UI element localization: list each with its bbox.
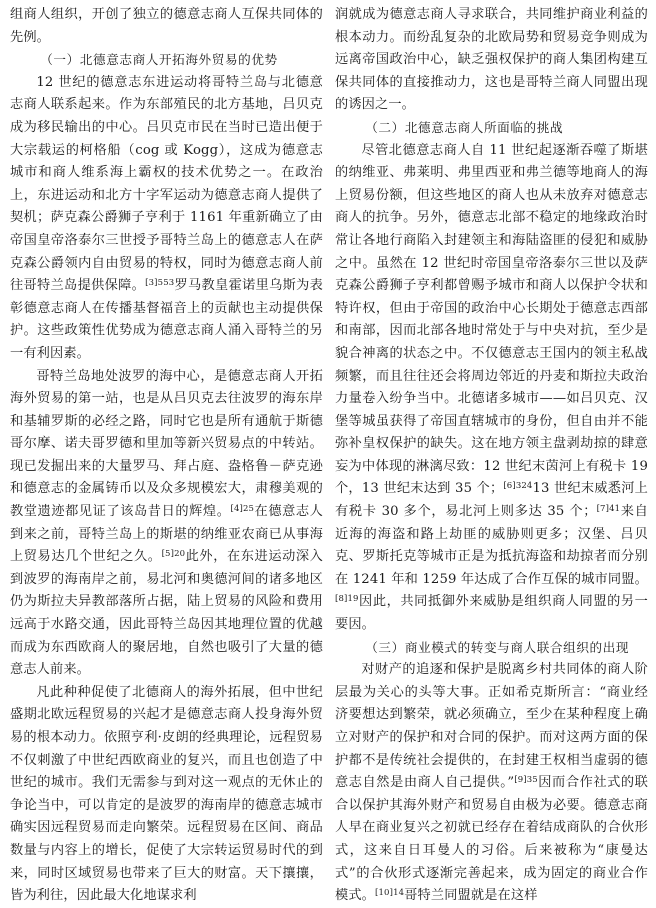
paragraph-text: 因此，共同抵御外来威胁是组织商人同盟的另一要因。	[335, 594, 648, 633]
citation: [7]41	[596, 504, 621, 515]
paragraph	[10, 72, 323, 366]
paragraph-text: 哥特兰同盟就是在这样	[404, 888, 538, 904]
paragraph-text: 此外，在东进运动深入到波罗的海南岸之前，易北河和奥德河间的诸多地区仍为斯拉夫异教部落所占据，陆上贸易的风险和费用远高于水路交通，因此哥特兰岛因其地理位置的优越而成为东西欧商人的聚居地，自然也吸引了大量的德意志人前来。	[10, 549, 324, 678]
paragraph	[335, 659, 648, 908]
paragraph-text: 尽管北德意志商人自 11 世纪起逐渐吞噬了斯堪的纳维亚、弗莱明、弗里西亚和弗兰德等地商人的海上贸易份额，但这些地区的商人也从未放弃对德意志商人的抗争。另外，德意志北部不稳定的地缘政治时常让各地行商陷入封建领主和海陆盗匪的侵犯和威胁之中。虽然在 12 世纪时帝国皇帝洛泰尔三世以及萨克森公爵狮子亨利都曾赐予城市和商人以保护令状和特许权，但由于帝国的政治中心长期处于德意志西部和南部，因而北部各地时常处于与中央对抗，至少是貌合神离的状态之中。不仅德意志王国内的领主私战频繁，而且往往还会将周边邻近的丹麦和斯拉夫政治力量卷入纷争当中。北德诸多城市——如吕贝克、汉堡等城虽获得了帝国直辖城市的身份，但自由并不能弥补皇权保护的缺失。这在地方领主盘剥劫掠的肆意妄为中体现的淋漓尽致：12 世纪末茵河上有税卡 19 个，13 世纪末达到 35 个；	[335, 142, 648, 497]
citation: [3]553	[145, 278, 175, 289]
paragraph-continued	[335, 4, 648, 117]
paragraph-text: 润就成为德意志商人寻求联合，共同维护商业利益的根本动力。而纷乱复杂的北欧局势和贸易竞争则成为远离帝国政治中心，缺乏强权保护的商人集团构建互保共同体的直接推动力，这也是哥特兰商人同盟出现的诱因之一。	[335, 7, 648, 113]
paragraph-text: 哥特兰岛地处波罗的海中心，是德意志商人开拓海外贸易的第一站，也是从吕贝克去往波罗的海东岸和基辅罗斯的必经之路，同时它也是所有通航于斯德哥尔摩、诺夫哥罗德和里加等新兴贸易点的中转站。现已发掘出来的大量罗马、拜占庭、盎格鲁－萨克逊和德意志的金属铸币以及众多规模宏大，肃穆美观的教堂遗迹都见证了该岛昔日的辉煌。	[10, 368, 323, 520]
paragraph	[335, 140, 648, 637]
citation: [9]35	[514, 775, 538, 786]
paragraph	[10, 366, 323, 682]
paragraph-text: 12 世纪的德意志东进运动将哥特兰岛与北德意志商人联系起来。作为东部殖民的北方基地，吕贝克成为移民输出的中心。吕贝克市民在当时已造出便于大宗载运的柯格船（cog 或 Kogg），这成为德意志城市和商人维系海上霸权的技术优势之一。在政治上，东进运动和北方十字军运动为德意志商人提供了契机；萨克森公爵狮子亨利于 1161 年重新确立了由帝国皇帝洛泰尔三世授予哥特兰岛上的德意志人在萨克森公爵领内自由贸易的特权，同时为德意志商人前往哥特兰岛提供保障。	[10, 74, 323, 294]
citation: [6]324	[503, 481, 533, 492]
section-heading-3: （三）商业模式的转变与商人联合组织的出现	[365, 639, 630, 655]
section-heading-2: （二）北德意志商人所面临的挑战	[365, 119, 564, 135]
paragraph-text: 13 世纪末威悉河上有税卡 30 多个，易北河上则多达 35 个；	[335, 481, 648, 520]
citation: [5]20	[161, 549, 186, 560]
citation: [10]14	[375, 888, 405, 899]
section-heading-1: （一）北德意志商人开拓海外贸易的优势	[40, 52, 278, 68]
left-column	[10, 4, 324, 904]
paragraph-text: 凡此种种促使了北德商人的海外拓展，但中世纪盛期北欧远程贸易的兴起才是德意志商人投身海外贸易的根本动力。依照亨利·皮朗的经典理论，远程贸易不仅刺激了中世纪西欧商业的复兴，而且也创造了中世纪的城市。我们无需参与到对这一观点的无休止的争论当中，可以肯定的是波罗的海南岸的德意志城市确实因远程贸易而走向繁荣。远程贸易在区间、商品数量与内容上的增长，促使了大宗转运贸易时代的到来，同时区域贸易也带来了巨大的财富。天下攘攘，皆为利往，因此最大化地谋求利	[10, 684, 323, 904]
paragraph-text: 在德意志人到来之前，哥特兰岛上的斯堪的纳维亚农商已从事海上贸易达几个世纪之久。	[10, 504, 323, 565]
paragraph-text: 组商人组织，开创了独立的德意志商人互保共同体的先例。	[10, 7, 323, 45]
right-column	[335, 4, 648, 904]
paragraph-text: 来自近海的海盗和路上劫匪的威胁则更多；汉堡、吕贝克、罗斯托克等城市正是为抵抗海盗和劫掠者而分别在 1241 年和 1259 年达成了合作互保的城市同盟。	[335, 504, 648, 587]
paragraph-text: 罗马教皇霍诺里乌斯为表彰德意志商人在传播基督福音上的贡献也主动提供保护。这些政策性优势成为德意志商人涌入哥特兰的另一有利因素。	[10, 278, 323, 361]
paragraph-text: 因而合作社式的联合以保护其海外财产和贸易自由极为必要。德意志商人早在商业复兴之初就已经存在着结成商队的合伙形式，这来自日耳曼人的习俗。后来被称为“康曼达式”的合伙形式逐渐完善起来，成为固定的商业合作模式。	[335, 775, 648, 904]
paragraph-continued	[10, 4, 323, 49]
citation: [4]25	[230, 504, 255, 515]
citation: [8]19	[335, 594, 359, 605]
paragraph-text: 对财产的追逐和保护是脱离乡村共同体的商人阶层最为关心的头等大事。正如希克斯所言：“商业经济要想达到繁荣，就必须确立，至少在某种程度上确立对财产的保护和对合同的保护。而对这两方面的保护都不是传统社会提供的，在封建王权相当虚弱的德意志自然是由商人自己提供。”	[335, 662, 648, 791]
paragraph	[10, 682, 323, 908]
